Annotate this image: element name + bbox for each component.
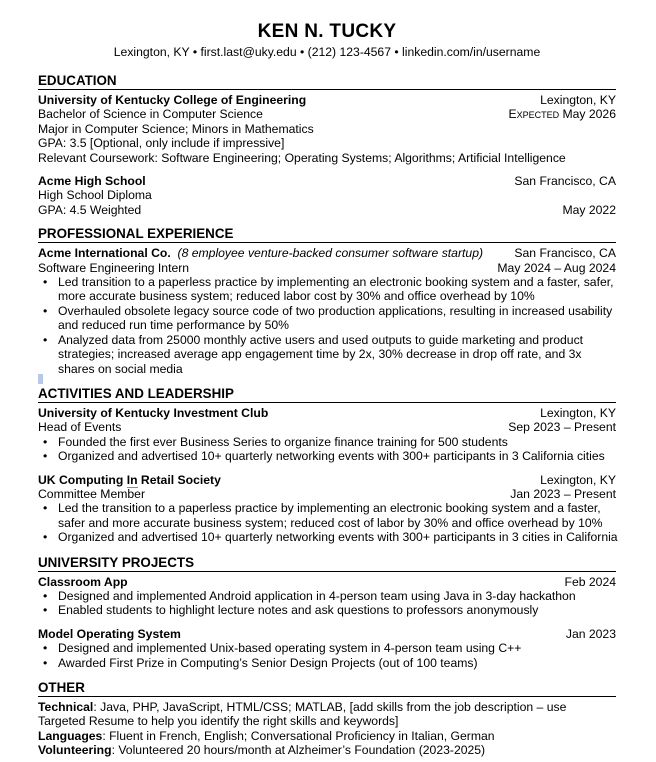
role-title: Committee Member [38,486,146,501]
project-date: Feb 2024 [564,574,616,589]
degree: Bachelor of Science in Computer Science [38,107,263,122]
school-location: San Francisco, CA [514,174,616,189]
languages-label: Languages [38,728,103,743]
candidate-name: KEN N. TUCKY [257,21,397,42]
project-header-row [38,627,616,641]
volunteering-text: : Volunteered 20 hours/month at Alzheimer’s Foundation (2023-2025) [111,743,486,758]
role-dates: Sep 2023 – Present [508,420,616,435]
bullet-line: • Analyzed data from 25000 monthly active users and used outputs to guide marketing and product [58,332,584,347]
activity-entry [38,406,616,464]
bullet-line: • Overhauled obsolete legacy source code of two production applications, resulting in increased usability [58,303,613,318]
org-block [38,246,483,260]
school-name: University of Kentucky College of Engineering [38,93,307,107]
bullet-line: more accurate business system; reduced labor cost by 30% and office overhead by 10% [58,289,535,304]
other-section [38,680,616,758]
bullet-item [38,449,616,463]
school-location: Lexington, KY [540,93,616,107]
activity-entry [38,473,616,545]
degree-row [38,107,616,121]
major-line: Major in Computer Science; Minors in Mathematics [38,121,314,136]
section-title-projects: UNIVERSITY PROJECTS [38,555,616,572]
project-entry [38,627,616,670]
volunteering-label: Volunteering [38,743,112,758]
bullet-line: • Enabled students to highlight lecture notes and ask questions to professors anonymously [58,603,539,618]
bullet-item [38,589,616,603]
coursework-line: Relevant Coursework: Software Engineering; Operating Systems; Algorithms; Artificial Intelligence [38,150,566,165]
role-title: Head of Events [38,420,122,435]
section-title-activities: ACTIVITIES AND LEADERSHIP [38,386,616,403]
bullet-item [38,275,616,304]
activities-section [38,386,616,545]
education-entry [38,93,616,165]
role-row [38,261,616,275]
education-entry [38,174,616,217]
bullet-line: • Founded the first ever Business Series to organize finance training for 500 students [58,434,508,449]
bullet-list [38,589,616,618]
bullet-line: safer and more accurate business system; reduced cost of labor by 30% and office overhead by 10% [58,515,603,530]
bullet-item [38,530,616,544]
bullet-line: and reduced run time performance by 50% [58,318,290,333]
bullet-line: shares on social media [58,361,183,376]
bullet-line: • Organized and advertised 10+ quarterly networking events with 300+ participants in 3 California cities [58,449,605,464]
org-note: (8 employee venture-backed consumer software startup) [177,246,484,261]
education-header-row [38,174,616,188]
bullet-list [38,435,616,464]
languages-line [38,729,616,743]
section-title-other: OTHER [38,680,616,697]
date-prefix: Expected [508,107,560,122]
bullet-item [38,304,616,333]
role-title: Software Engineering Intern [38,260,190,275]
bullet-line: strategies; increased average app engagement time by 2x, 30% decrease in drop off rate, and 3x [58,347,582,362]
project-entry [38,575,616,618]
experience-entry [38,246,616,376]
graduation-date: May 2022 [562,202,616,217]
org-name: University of Kentucky Investment Club [38,405,269,420]
education-header-row [38,93,616,107]
bullet-line: • Designed and implemented Unix-based operating system in 4-person team using C++ [58,641,522,656]
experience-section [38,226,616,376]
section-title-experience: PROFESSIONAL EXPERIENCE [38,226,616,243]
gpa-line: GPA: 3.5 [Optional, only include if impressive] [38,136,285,151]
bullet-line: • Designed and implemented Android application in 4-person team using Java in 3-day hackathon [58,588,576,603]
bullet-list [38,275,616,376]
date-value: May 2026 [562,107,616,122]
technical-label: Technical [38,700,94,714]
gpa-row [38,203,616,217]
technical-line [38,700,616,714]
education-section [38,73,616,217]
bullet-list [38,641,616,670]
school-name: Acme High School [38,174,146,189]
technical-line-cont: Targeted Resume to help you identify the right skills and keywords] [38,714,399,729]
gpa-line: GPA: 4.5 Weighted [38,202,142,217]
bullet-item [38,501,616,530]
activity-header-row [38,473,616,487]
project-name: Model Operating System [38,626,181,641]
bullet-item [38,656,616,670]
bullet-item [38,435,616,449]
contact-line: Lexington, KY • first.last@uky.edu • (212) 123-4567 • linkedin.com/in/username [113,45,541,59]
role-row [38,487,616,501]
experience-header-row [38,246,616,260]
section-title-education: EDUCATION [38,73,616,90]
degree: High School Diploma [38,188,152,203]
bullet-item [38,603,616,617]
bullet-line: • Organized and advertised 10+ quarterly networking events with 300+ participants in 3 cities in California [58,530,618,545]
resume-page [38,20,616,758]
languages-text: : Fluent in French, English; Conversational Proficiency in Italian, German [102,728,495,743]
org-name-part: Retail Society [137,472,221,487]
role-dates: May 2024 – Aug 2024 [497,260,616,275]
project-date: Jan 2023 [565,626,616,641]
org-name: Acme International Co. [38,246,171,261]
activity-header-row [38,406,616,420]
org-name-part: UK Computing [38,472,127,487]
graduation-date [508,107,616,121]
project-header-row [38,575,616,589]
projects-section [38,555,616,670]
spellcheck-word[interactable]: In [126,472,138,487]
bullet-line: • Led transition to a paperless practice by implementing an electronic booking system and a faster, safer, [58,275,614,290]
bullet-item [38,641,616,655]
org-name [38,473,221,487]
role-row [38,420,616,434]
org-location: San Francisco, CA [514,246,616,261]
bullet-item [38,333,616,376]
volunteering-line [38,743,616,757]
bullet-line: • Awarded First Prize in Computing’s Senior Design Projects (out of 100 teams) [58,655,478,670]
role-dates: Jan 2023 – Present [510,486,616,501]
bullet-list [38,501,616,544]
bullet-line: • Led the transition to a paperless practice by implementing an electronic booking system and a faster, [58,501,601,516]
project-name: Classroom App [38,574,128,589]
org-location: Lexington, KY [540,405,616,420]
org-location: Lexington, KY [540,472,616,487]
technical-text: : Java, PHP, JavaScript, HTML/CSS; MATLAB, [add skills from the job description – use [93,700,567,714]
